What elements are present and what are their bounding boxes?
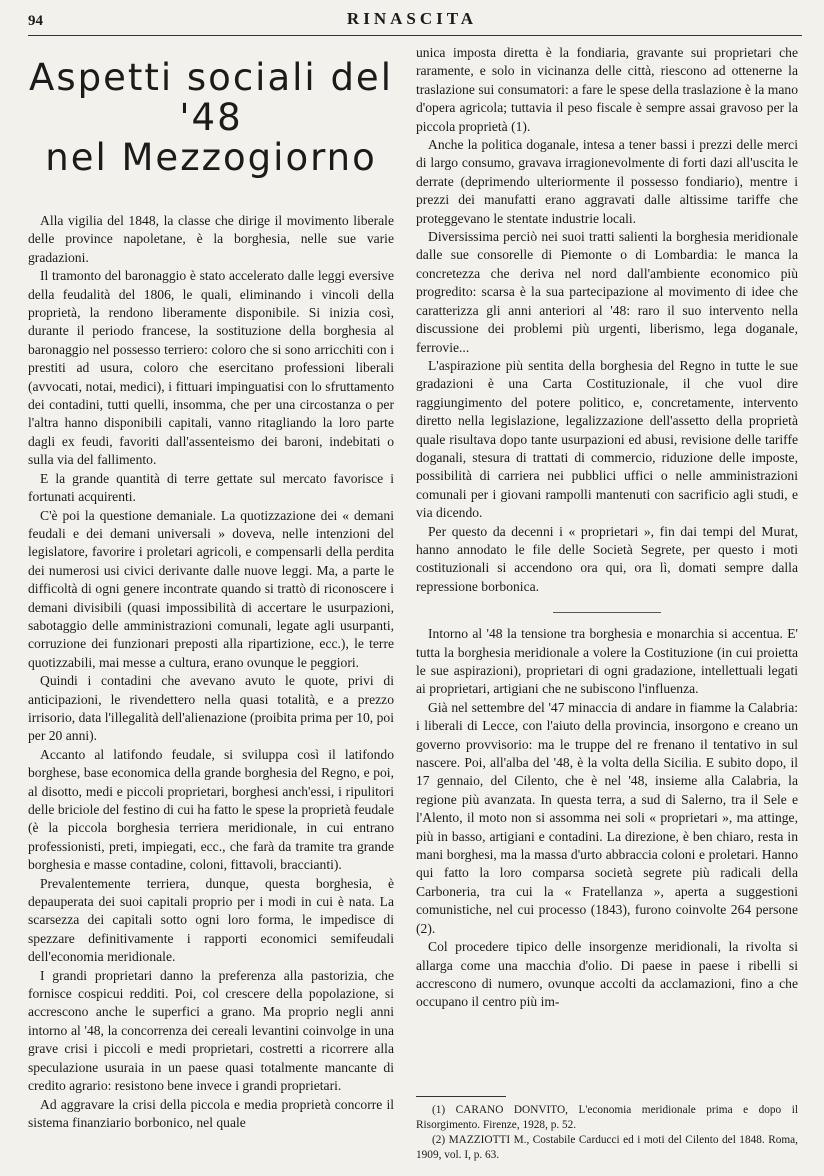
section-divider xyxy=(553,612,661,613)
paragraph: L'aspirazione più sentita della borghesia del Regno in tutte le sue gradazioni è una Carta Costituzionale, il che vuol dire raggiungimento del potere politico, e, concretamente, intervento diretto nella legislazione, legalizzazione dell'assetto della proprietà quale risultava dopo tante usurpazioni ed abusi, revisione delle tariffe doganali, stesura di trattati di commercio, riduzione delle imposte, possibilità di carriera nei pubblici uffici o nelle amministrazioni comunali per i giovani rampolli mantenuti con sacrificio agli studi, e via dicendo. xyxy=(416,357,798,521)
paragraph: C'è poi la questione demaniale. La quotizzazione dei « demani feudali e dei demani universali » doveva, nelle intenzioni del legislatore, favorire i proletari agricoli, e compensarli della perdita dei numerosi usi civici derivante dalle nuove leggi. Ma, a parte le difficoltà di ogni genere incontrate quando si trattò di riconoscere i demani divisibili (quasi impossibilità di accertare le usurpazioni, sabotaggio delle amministrazioni comunali, legate agli usurpanti, corruzione dei funzionari preposti alla ripartizione, ecc.), le terre quotizzabili, mai messe a cultura, erano ovunque le peggiori. xyxy=(28,507,394,670)
paragraph: Quindi i contadini che avevano avuto le quote, privi di anticipazioni, le rivendettero nella quasi totalità, e a prezzo irrisorio, data l'illegalità dell'alienazione (proibita prima per 10, poi per 20 anni). xyxy=(28,673,394,744)
paragraph: Accanto al latifondo feudale, si sviluppa così il latifondo borghese, base economica della grande borghesia del Regno, e poi, al disotto, medi e piccoli proprietari, borghesi anch'essi, i ripulitori delle briciole del festino di cui ha fatto le spese la proprietà feudale (è la piccola borghesia terriera meridionale, in cui entrano professionisti, preti, impiegati, ecc., che farà da tramite tra grande borghesia e masse contadine, coloni, fittavoli, braccianti). xyxy=(28,746,394,873)
paragraph: Intorno al '48 la tensione tra borghesia e monarchia si accentua. E' tutta la borghesia meridionale a volere la Costituzione (in cui proietta le sue aspirazioni), proprietari di ogni gradazione, intellettuali legati ai proprietari, artigiani che ne subiscono l'influenza. xyxy=(416,626,798,697)
footnote-rule xyxy=(416,1096,506,1097)
paragraph: Già nel settembre del '47 minaccia di andare in fiamme la Calabria: i liberali di Lecce, con l'aiuto della provincia, insorgono e creano un governo provvisorio: ma le truppe del re frenano il tentativo in sul nascere. Poi, all'alba del '48, è la volta della Sicilia. E subito dopo, il 17 gennaio, del Cilento, che è nel '48, insieme alla Calabria, la regione più avanzata. In questa terra, a sud di Salerno, tra il Sele e l'Alento, il moto non si assomma nei soli « proprietari », ma attinge, più in basso, artigiani e contadini. La direzione, è ben chiaro, resta in mani borghesi, ma la massa d'urto abbraccia coloni e proletari. Hanno qui fatto la loro comparsa società segrete più radicali della Carboneria, tra cui la « Fratellanza », aperta a suggestioni comunistiche, nel cui processo (1843), furono coinvolte 264 persone (2). xyxy=(416,699,798,936)
running-title: RINASCITA xyxy=(346,9,478,28)
footnote: (1) CARANO DONVITO, L'economia meridionale prima e dopo il Risorgimento. Firenze, 1928, p. 52. xyxy=(416,1104,798,1131)
paragraph: Anche la politica doganale, intesa a tener bassi i prezzi delle merci di largo consumo, gravava irragionevolmente di forti dazi all'uscita le derrate (deprimendo ulteriormente il possesso fondiario), mentre i prezzi dei manufatti erano aggravati dalle altissime tariffe che proteggevano le stentate industrie locali. xyxy=(416,137,798,226)
footnote: (2) MAZZIOTTI M., Costabile Carducci ed i moti del Cilento del 1848. Roma, 1909, vol. I, p. 63. xyxy=(416,1134,798,1161)
paragraph: Prevalentemente terriera, dunque, questa borghesia, è depauperata dei suoi capitali proprio per i modi in cui è nata. La scarsezza dei capitali sotto ogni loro forma, le impedisce di spezzare definitivamente i rapporti economici semifeudali dell'economia meridionale. xyxy=(28,875,394,965)
header-rule xyxy=(28,35,802,36)
paragraph: Ad aggravare la crisi della piccola e media proprietà concorre il sistema finanziario borbonico, nel quale xyxy=(28,1096,394,1130)
footnotes xyxy=(416,1096,798,1163)
paragraph: unica imposta diretta è la fondiaria, gravante sui proprietari che raramente, e solo in vicinanza delle città, riescono ad ottenerne la traslazione sui consumatori: a fare le spese della traslazione è la mano d'opera agricola; tuttavia il peso fiscale è sempre assai gravoso per la piccola proprietà (1). xyxy=(416,45,798,134)
paragraph: Diversissima perciò nei suoi tratti salienti la borghesia meridionale dalle sue consorelle di Piemonte o di Lombardia: le manca la concretezza che deriva nel nord dall'ambiente economico più progredito: scarsa è la sua partecipazione al movimento di idee che caratterizza gli anni anteriori al '48: raro il suo intervento nella discussione dei problemi più urgenti, liberismo, lega doganale, ferrovie... xyxy=(416,229,798,355)
paragraph: Col procedere tipico delle insorgenze meridionali, la rivolta si allarga come una macchia d'olio. Di paese in paese i ribelli si accrescono di numero, ovunque accolti da acclamazioni, fino a che occupano il centro più im- xyxy=(416,939,798,1010)
article-title xyxy=(28,58,394,178)
left-column xyxy=(28,44,394,1132)
paragraph: Per questo da decenni i « proprietari », fin dai tempi del Murat, hanno annodato le file delle Società Segrete, per questo i moti costituzionali si accendono ora qui, ora lì, domati sempre dalla repressione borbonica. xyxy=(416,523,798,594)
paragraph: E la grande quantità di terre gettate sul mercato favorisce i fortunati acquirenti. xyxy=(28,470,394,505)
paragraph: Il tramonto del baronaggio è stato accelerato dalle leggi eversive della feudalità del 1806, le quali, eliminando i vincoli della proprietà, la rendono liberamente disponibile. Si inizia così, durante il periodo francese, la sostituzione della borghesia al baronaggio nel possesso terriero: coloro che si sono arricchiti con i prestiti ad usura, coloro che esercitano professioni liberali (avvocati, notai, medici), i fittuari impinguatisi con lo sfruttamento dei contadini, tutti quelli, insomma, che per una circostanza o per l'altra hanno disponibili capitali, vanno ritagliando la loro parte dagli ex feudi, favoriti dall'assenteismo dei baroni, indebitati o sulla via del fallimento. xyxy=(28,268,394,468)
paragraph: Alla vigilia del 1848, la classe che dirige il movimento liberale delle province napoletane, è la borghesia, nelle sue varie gradazioni. xyxy=(28,213,394,265)
title-line-2: nel Mezzogiorno xyxy=(45,136,377,179)
page-number: 94 xyxy=(28,13,43,29)
title-line-1: Aspetti sociali del '48 xyxy=(29,56,393,139)
right-column xyxy=(416,44,798,1012)
paragraph: I grandi proprietari danno la preferenza alla pastorizia, che fornisce cospicui redditi. Poi, col crescere della popolazione, si accrescono anche le superfici a grano. Ma proprio negli anni intorno al '48, la concorrenza dei cereali levantini coinvolge in una grave crisi i piccoli e medi proprietari, costretti a ricorrere alla speculazione usuraia in un paese quasi totalmente mancante di credito agrario: resistono bene invece i grandi proprietari. xyxy=(28,967,394,1094)
